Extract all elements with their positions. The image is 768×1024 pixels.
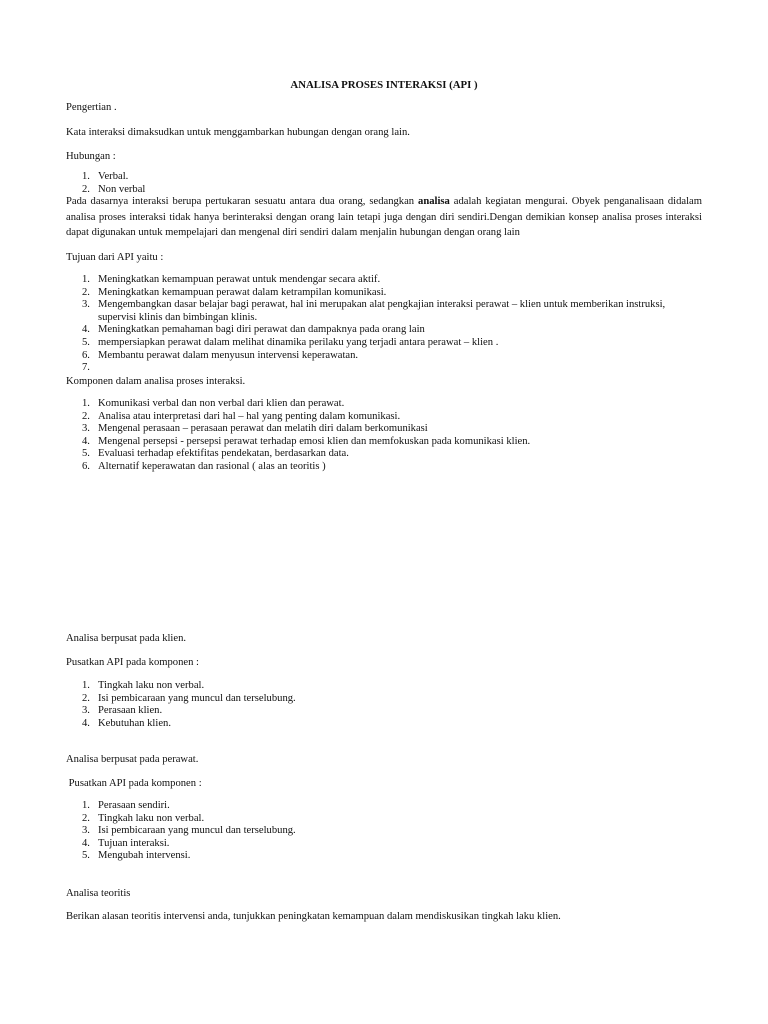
- list-number: 2.: [82, 286, 90, 298]
- intro-paragraph: [66, 194, 702, 241]
- list-item: [66, 718, 702, 731]
- list-item: [66, 171, 702, 184]
- list-item-text: mempersiapkan perawat dalam melihat dinamika perilaku yang terjadi antara perawat – klien .: [98, 336, 499, 348]
- list-item-text: Kebutuhan klien.: [98, 717, 171, 729]
- tujuan-label: Tujuan dari API yaitu :: [66, 252, 164, 263]
- list-item-text: Perasaan sendiri.: [98, 800, 170, 811]
- list-item: [66, 705, 702, 718]
- list-item: [66, 423, 702, 436]
- komponen-list: [66, 398, 702, 474]
- list-number: 5.: [82, 448, 90, 460]
- list-item-text: Evaluasi terhadap efektifitas pendekatan, berdasarkan data.: [98, 448, 349, 460]
- list-item-text: Isi pembicaraan yang muncul dan terselubung.: [98, 692, 296, 704]
- list-number: 2.: [82, 692, 90, 704]
- list-item: [66, 436, 702, 449]
- hubungan-list: [66, 171, 702, 196]
- list-item-text: Alternatif keperawatan dan rasional ( alas an teoritis ): [98, 460, 326, 472]
- list-number: 5.: [82, 850, 90, 862]
- intro-bold-word: analisa: [418, 196, 450, 207]
- komponen-label: Komponen dalam analisa proses interaksi.: [66, 376, 246, 387]
- pengertian-label: Pengertian .: [66, 102, 117, 113]
- intro-before: Pada dasarnya interaksi berupa pertukaran sesuatu antara dua orang, sedangkan: [66, 196, 419, 207]
- list-item: [66, 324, 702, 337]
- list-item: [66, 350, 702, 363]
- klien-heading: Analisa berpusat pada klien.: [66, 633, 187, 644]
- list-item: [66, 411, 702, 424]
- list-item-text: Analisa atau interpretasi dari hal – hal yang penting dalam komunikasi.: [98, 410, 401, 422]
- list-item-text: Meningkatkan pemahaman bagi diri perawat dan dampaknya pada orang lain: [98, 324, 425, 336]
- list-item: [66, 825, 702, 838]
- list-item: [66, 274, 702, 287]
- list-item: [66, 838, 702, 851]
- list-item: [66, 800, 702, 813]
- list-number: 1.: [82, 800, 90, 811]
- list-number: 1.: [82, 274, 90, 285]
- list-item-text: Tingkah laku non verbal.: [98, 680, 205, 691]
- hubungan-label: Hubungan :: [66, 151, 116, 162]
- teoritis-text: Berikan alasan teoritis intervensi anda, tunjukkan peningkatan kemampuan dalam mendiskusikan tingkah laku klien.: [66, 911, 561, 922]
- list-number: 2.: [82, 410, 90, 422]
- list-item: [66, 813, 702, 826]
- list-item: [66, 680, 702, 693]
- list-number: 6.: [82, 349, 90, 361]
- list-item: [66, 398, 702, 411]
- list-item-text: Membantu perawat dalam menyusun intervensi keperawatan.: [98, 349, 359, 361]
- perawat-subheading: Pusatkan API pada komponen :: [66, 778, 202, 789]
- teoritis-heading: Analisa teoritis: [66, 888, 131, 899]
- list-number: 2.: [82, 812, 90, 824]
- list-item-text: Perasaan klien.: [98, 705, 163, 717]
- list-number: 3.: [82, 825, 90, 837]
- list-item: [66, 850, 702, 863]
- list-item: [66, 287, 702, 300]
- list-item-text: Non verbal: [98, 183, 146, 195]
- klien-list: [66, 680, 702, 730]
- list-item-text: Verbal.: [98, 171, 129, 182]
- list-number: 6.: [82, 460, 90, 472]
- list-item: [66, 337, 702, 350]
- list-item-text: Isi pembicaraan yang muncul dan terselubung.: [98, 825, 296, 837]
- intro-after: adalah kegiatan mengurai. Obyek penganalisaan didalam analisa proses interaksi tidak hanya berinteraksi dengan orang lain tetapi juga dengan diri sendiri.Dengan demikian konsep analisa proses interaksi dapat digunakan untuk mempelajari dan mengenal diri sendiri dalam menjalin hubungan dengan orang lain: [66, 196, 702, 238]
- list-item-text: Mengenal persepsi - persepsi perawat terhadap emosi klien dan memfokuskan pada komunikasi klien.: [98, 435, 531, 447]
- list-number: 5.: [82, 336, 90, 348]
- list-number: 4.: [82, 837, 90, 849]
- list-number: 7.: [82, 362, 90, 374]
- definition-text: Kata interaksi dimaksudkan untuk menggambarkan hubungan dengan orang lain.: [66, 127, 410, 138]
- list-item-text: Meningkatkan kemampuan perawat untuk mendengar secara aktif.: [98, 274, 381, 285]
- list-number: 3.: [82, 705, 90, 717]
- perawat-heading: Analisa berpusat pada perawat.: [66, 754, 199, 765]
- list-number: 1.: [82, 171, 90, 182]
- list-item-text: Mengubah intervensi.: [98, 850, 191, 862]
- list-number: 2.: [82, 183, 90, 195]
- tujuan-list: [66, 274, 702, 374]
- list-item-text: Meningkatkan kemampuan perawat dalam ketrampilan komunikasi.: [98, 286, 387, 298]
- list-item-text: Mengembangkan dasar belajar bagi perawat, hal ini merupakan alat pengkajian interaksi perawat – klien untuk memberikan instruksi, supervisi klinis dan bimbingan klinis.: [98, 299, 666, 323]
- list-number: 1.: [82, 680, 90, 691]
- list-item-text: Mengenal perasaan – perasaan perawat dan melatih diri dalam berkomunikasi: [98, 423, 428, 435]
- list-item: [66, 693, 702, 706]
- list-item-text: Tingkah laku non verbal.: [98, 812, 205, 824]
- list-number: 4.: [82, 717, 90, 729]
- list-number: 3.: [82, 299, 90, 311]
- perawat-list: [66, 800, 702, 863]
- list-item: [66, 461, 702, 474]
- list-number: 3.: [82, 423, 90, 435]
- list-item: [66, 448, 702, 461]
- list-number: 4.: [82, 324, 90, 336]
- list-item-text: Tujuan interaksi.: [98, 837, 170, 849]
- klien-subheading: Pusatkan API pada komponen :: [66, 657, 199, 668]
- list-item-text: Komunikasi verbal dan non verbal dari klien dan perawat.: [98, 398, 345, 409]
- list-item: [66, 299, 702, 324]
- list-number: 1.: [82, 398, 90, 409]
- document-title: ANALISA PROSES INTERAKSI (API ): [290, 79, 478, 91]
- list-number: 4.: [82, 435, 90, 447]
